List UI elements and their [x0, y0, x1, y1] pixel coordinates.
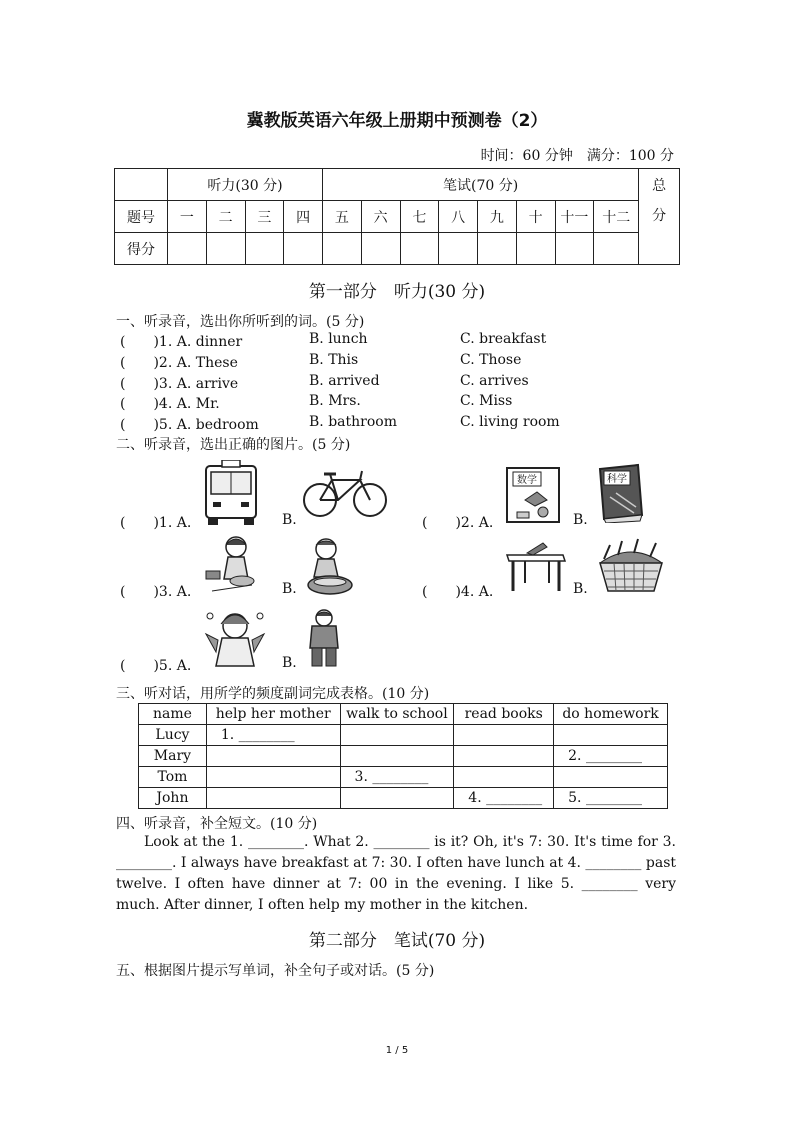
s2-q2-label: ( )2. A.: [422, 515, 494, 531]
section3-heading: 三、听对话，用所学的频度副词完成表格。(10 分): [116, 686, 430, 702]
table-cell: [454, 746, 554, 767]
section5-heading: 五、根据图片提示写单词，补全句子或对话。(5 分): [116, 963, 435, 979]
bicycle-icon: [302, 468, 388, 520]
washing-boy-icon: [304, 537, 356, 597]
score-cell[interactable]: [400, 233, 439, 265]
s2-q1-label: ( )1. A.: [120, 515, 192, 531]
exam-title: 冀教版英语六年级上册期中预测卷（2）: [246, 111, 548, 131]
s2-q5-b-label: B.: [282, 655, 297, 671]
s1-q5-c: C. living room: [460, 414, 560, 430]
table-cell: [206, 746, 340, 767]
section2-heading: 二、听录音，选出正确的图片。(5 分): [116, 437, 351, 453]
exam-time-score: 时间：60 分钟 满分：100 分: [480, 148, 674, 164]
s1-q4-a: ( )4. A. Mr.: [120, 396, 220, 412]
section-number: 九: [478, 201, 517, 233]
s2-q1-b-label: B.: [282, 512, 297, 528]
science-book-label: 科学: [607, 474, 627, 485]
table-cell: [206, 767, 340, 788]
s1-q2-b: B. This: [309, 352, 359, 368]
column-header: name: [139, 704, 207, 725]
score-table: [114, 168, 680, 265]
section-number: 六: [361, 201, 400, 233]
s1-q3-b: B. arrived: [309, 373, 380, 389]
s1-q2-c: C. Those: [460, 352, 522, 368]
frequency-table: [138, 703, 668, 809]
score-cell[interactable]: [478, 233, 517, 265]
section-number: 七: [400, 201, 439, 233]
table-cell: [454, 725, 554, 746]
answer-blank-5[interactable]: 5. ________: [554, 788, 668, 809]
column-header: walk to school: [340, 704, 454, 725]
section-number: 五: [323, 201, 362, 233]
section-number: 十一: [555, 201, 594, 233]
score-cell[interactable]: [168, 233, 207, 265]
section-number: 十二: [594, 201, 639, 233]
cold-girl-icon: [202, 606, 268, 668]
score-cell[interactable]: [323, 233, 362, 265]
table-row: [139, 746, 668, 767]
section4-heading: 四、听录音，补全短文。(10 分): [116, 816, 318, 832]
score-cell[interactable]: [594, 233, 639, 265]
answer-blank-3[interactable]: 3. ________: [340, 767, 454, 788]
s1-q1-a: ( )1. A. dinner: [120, 334, 243, 350]
section-number: 八: [439, 201, 478, 233]
answer-blank-4[interactable]: 4. ________: [454, 788, 554, 809]
table-cell: [340, 725, 454, 746]
answer-blank-2[interactable]: 2. ________: [554, 746, 668, 767]
table-cell: [554, 725, 668, 746]
s1-q5-b: B. bathroom: [309, 414, 397, 430]
row-name: Lucy: [139, 725, 207, 746]
table-header-row: [139, 704, 668, 725]
s2-q3-b-label: B.: [282, 581, 297, 597]
score-cell[interactable]: [284, 233, 323, 265]
math-book-icon: [503, 466, 563, 524]
score-cell[interactable]: [439, 233, 478, 265]
part2-title: 第二部分 笔试(70 分): [308, 931, 486, 951]
section1-heading: 一、听录音，选出你所听到的词。(5 分): [116, 314, 365, 330]
number-row: [115, 201, 680, 233]
column-header: do homework: [554, 704, 668, 725]
row-name: Tom: [139, 767, 207, 788]
cloze-paragraph: [116, 832, 676, 916]
section-number: 十: [516, 201, 555, 233]
s2-q2-b-label: B.: [573, 512, 588, 528]
table-row: [139, 788, 668, 809]
table-icon: [505, 537, 567, 593]
answer-blank-1[interactable]: 1. ________: [206, 725, 340, 746]
section-number: 一: [168, 201, 207, 233]
score-table-corner: [115, 169, 168, 201]
cloze-text: Look at the 1. ________. What 2. ________ is it? Oh, it's 7: 30. It's time for 3. ________. I always have breakfast at 7: 30. I often have lunch at 4. ________ past twelve. I often have dinner at 7: 00 in the evening. I like 5. ________ very much. After dinner, I often help my mother in the kitchen.: [116, 834, 676, 913]
s1-q5-a: ( )5. A. bedroom: [120, 417, 259, 433]
table-cell: [340, 788, 454, 809]
total-top: 总: [652, 178, 667, 194]
s2-q5-label: ( )5. A.: [120, 658, 192, 674]
score-cell[interactable]: [361, 233, 400, 265]
score-cell[interactable]: [245, 233, 284, 265]
math-book-label: 数学: [517, 475, 537, 486]
s1-q3-a: ( )3. A. arrive: [120, 376, 239, 392]
page-number: 1 / 5: [385, 1045, 409, 1056]
column-header: read books: [454, 704, 554, 725]
table-cell: [206, 788, 340, 809]
s1-q2-a: ( )2. A. These: [120, 355, 238, 371]
total-header: [639, 169, 680, 265]
part1-title: 第一部分 听力(30 分): [308, 282, 486, 302]
cooking-girl-icon: [204, 535, 258, 595]
bus-icon: [200, 460, 262, 526]
column-header: help her mother: [206, 704, 340, 725]
row-name: John: [139, 788, 207, 809]
s1-q4-b: B. Mrs.: [309, 393, 361, 409]
s1-q1-c: C. breakfast: [460, 331, 547, 347]
section-number: 二: [206, 201, 245, 233]
section-number: 三: [245, 201, 284, 233]
s1-q1-b: B. lunch: [309, 331, 368, 347]
s2-q4-label: ( )4. A.: [422, 584, 494, 600]
row-name: Mary: [139, 746, 207, 767]
score-cell[interactable]: [206, 233, 245, 265]
table-row: [139, 767, 668, 788]
s2-q3-label: ( )3. A.: [120, 584, 192, 600]
s1-q3-c: C. arrives: [460, 373, 529, 389]
section-number: 四: [284, 201, 323, 233]
writing-header: 笔试(70 分): [323, 169, 639, 201]
row-label-score: 得分: [115, 233, 168, 265]
score-cell[interactable]: [555, 233, 594, 265]
row-label-number: 题号: [115, 201, 168, 233]
table-row: [139, 725, 668, 746]
total-bottom: 分: [652, 208, 667, 224]
hot-man-icon: [304, 608, 344, 668]
table-cell: [454, 767, 554, 788]
score-row: [115, 233, 680, 265]
score-cell[interactable]: [516, 233, 555, 265]
listening-header: 听力(30 分): [168, 169, 323, 201]
science-book-icon: [594, 463, 646, 523]
table-cell: [554, 767, 668, 788]
s2-q4-b-label: B.: [573, 581, 588, 597]
table-cell: [340, 746, 454, 767]
basket-icon: [594, 537, 668, 595]
s1-q4-c: C. Miss: [460, 393, 513, 409]
